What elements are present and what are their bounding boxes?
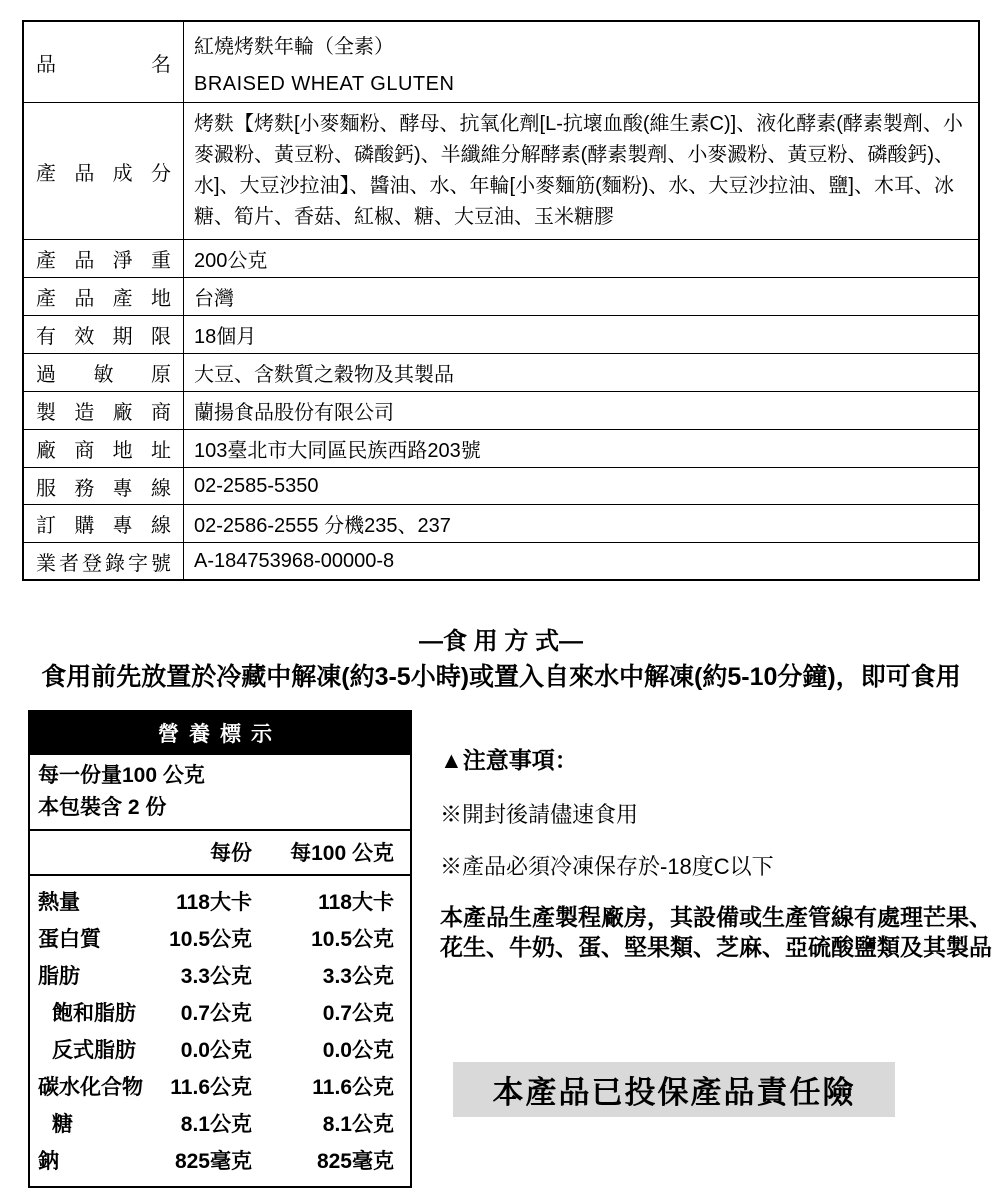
address-value: 103臺北市大同區民族西路203號 xyxy=(194,440,481,462)
spec-label-allergens xyxy=(24,354,184,391)
col-header-per-serving: 每份 xyxy=(210,842,252,865)
spec-label-origin xyxy=(24,278,184,315)
nutrition-column-headers xyxy=(30,831,410,876)
note-item-open: ※開封後請儘速食用 xyxy=(440,802,639,827)
servings-per-package: 本包裝含 2 份 xyxy=(38,796,167,819)
usage-heading: —食 用 方 式— xyxy=(418,628,583,655)
nutrition-row-fat: 脂肪 3.3公克 3.3公克 xyxy=(38,964,394,988)
spec-row-shelf-life xyxy=(24,315,978,353)
product-name-zh: 紅燒烤麩年輪（全素） xyxy=(194,36,394,58)
spec-label-product-name xyxy=(24,22,184,102)
manufacturer-value: 蘭揚食品股份有限公司 xyxy=(194,402,394,424)
nutrition-row-carbohydrate: 碳水化合物 11.6公克 11.6公克 xyxy=(38,1075,394,1099)
order-line-value: 02-2586-2555 分機235、237 xyxy=(194,515,451,537)
service-line-value: 02-2585-5350 xyxy=(194,474,319,497)
spec-label-manufacturer xyxy=(24,392,184,429)
spec-label-text: 產品產地 xyxy=(36,288,171,310)
spec-label-text: 製造廠商 xyxy=(36,402,171,424)
spec-label-text: 訂購專線 xyxy=(36,515,171,537)
spec-label-text: 有效期限 xyxy=(36,326,171,348)
spec-row-registration-number xyxy=(24,542,978,579)
spec-row-order-line xyxy=(24,504,978,542)
spec-label-net-weight xyxy=(24,240,184,277)
spec-row-product-name xyxy=(24,22,978,102)
spec-label-address xyxy=(24,430,184,467)
shelf-life-value: 18個月 xyxy=(194,326,257,348)
spec-row-ingredients xyxy=(24,102,978,239)
nutrition-body xyxy=(30,876,410,1186)
col-header-per-100g: 每100 公克 xyxy=(290,842,394,865)
spec-row-net-weight xyxy=(24,239,978,277)
nutrition-row-sodium: 鈉 825毫克 825毫克 xyxy=(38,1149,394,1173)
nutrition-facts-table xyxy=(28,710,412,1188)
nutrition-row-sugar: 糖 8.1公克 8.1公克 xyxy=(52,1112,394,1136)
note-item-storage: ※產品必須冷凍保存於-18度C以下 xyxy=(440,854,774,879)
spec-label-text: 品名 xyxy=(36,53,171,76)
spec-label-text: 過敏原 xyxy=(36,364,171,386)
nutrition-row-protein: 蛋白質 10.5公克 10.5公克 xyxy=(38,927,394,951)
net-weight-value: 200公克 xyxy=(194,250,268,272)
registration-number-value: A-184753968-00000-8 xyxy=(194,549,395,572)
spec-label-text: 產品成分 xyxy=(36,162,171,185)
insurance-banner: 本產品已投保產品責任險 xyxy=(453,1062,895,1117)
spec-row-origin xyxy=(24,277,978,315)
nutrition-title: 營養標示 xyxy=(30,712,410,755)
spec-label-order-line xyxy=(24,505,184,542)
nutrition-row-calories: 熱量 118大卡 118大卡 xyxy=(38,890,394,914)
allergens-value: 大豆、含麩質之穀物及其製品 xyxy=(194,364,454,386)
spec-label-text: 服務專線 xyxy=(36,477,171,500)
spec-row-manufacturer xyxy=(24,391,978,429)
spec-label-service-line xyxy=(24,468,184,504)
spec-row-service-line xyxy=(24,467,978,504)
nutrition-serving-info xyxy=(30,755,410,831)
spec-label-registration-number xyxy=(24,543,184,579)
spec-row-address xyxy=(24,429,978,467)
serving-size: 每一份量100 公克 xyxy=(38,764,205,787)
nutrition-row-saturated-fat: 飽和脂肪 0.7公克 0.7公克 xyxy=(52,1001,394,1025)
allergen-facility-notice: 本產品生產製程廠房，其設備或生產管線有處理芒果、花生、牛奶、蛋、堅果類、芝麻、亞硫酸鹽類及其製品 xyxy=(440,904,992,960)
ingredients-text: 烤麩【烤麩[小麥麵粉、酵母、抗氧化劑[L-抗壞血酸(維生素C)]、液化酵素(酵素製劑、小麥澱粉、黃豆粉、磷酸鈣)、半纖維分解酵素(酵素製劑、小麥澱粉、黃豆粉、磷酸鈣)、水]、大豆沙拉油】、醬油、水、年輪[小麥麵筋(麵粉)、水、大豆沙拉油、鹽]、木耳、冰糖、筍片、香菇、紅椒、糖、大豆油、玉米糖膠 xyxy=(194,113,963,228)
notes-title: ▲注意事項： xyxy=(440,747,578,773)
product-name-en: BRAISED WHEAT GLUTEN xyxy=(194,73,455,95)
usage-instructions: 食用前先放置於冷藏中解凍(約3-5小時)或置入自來水中解凍(約5-10分鐘)，即可食用 xyxy=(41,663,961,691)
spec-label-text: 產品淨重 xyxy=(36,250,171,272)
nutrition-row-trans-fat: 反式脂肪 0.0公克 0.0公克 xyxy=(52,1038,394,1062)
spec-label-text: 業者登錄字號 xyxy=(36,552,171,575)
product-spec-table xyxy=(22,20,980,581)
spec-label-ingredients xyxy=(24,103,184,239)
origin-value: 台灣 xyxy=(194,288,234,310)
notes-section xyxy=(440,742,992,962)
spec-label-shelf-life xyxy=(24,316,184,353)
spec-label-text: 廠商地址 xyxy=(36,440,171,462)
spec-value-product-name xyxy=(184,22,978,102)
spec-row-allergens xyxy=(24,353,978,391)
